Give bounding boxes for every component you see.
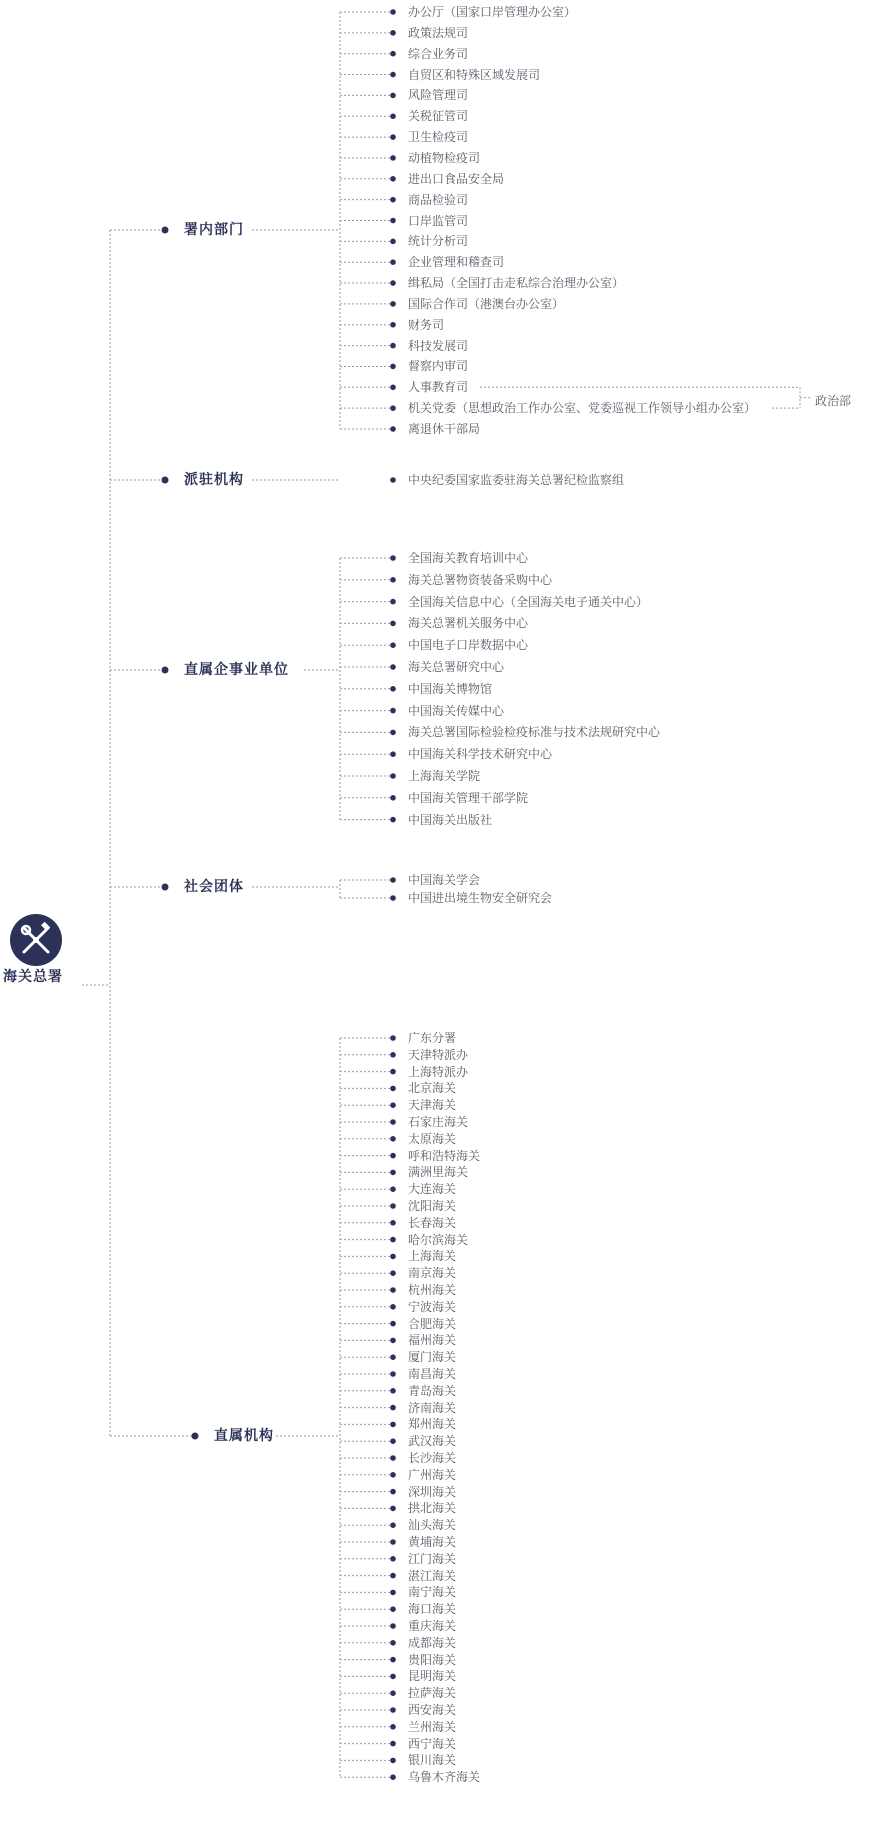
item-dot	[390, 30, 396, 36]
list-item: 全国海关教育培训中心	[408, 551, 529, 565]
list-item: 乌鲁木齐海关	[408, 1770, 481, 1785]
item-dot	[390, 1388, 396, 1394]
list-item: 中央纪委国家监委驻海关总署纪检监察组	[408, 473, 625, 487]
list-item: 上海海关学院	[408, 769, 481, 783]
list-item: 天津海关	[408, 1098, 457, 1113]
category-label-dispatched: 派驻机构	[184, 472, 244, 488]
item-dot	[390, 239, 396, 245]
item-dot	[390, 1102, 396, 1108]
item-dot	[390, 259, 396, 265]
item-dot	[390, 1674, 396, 1680]
item-dot	[390, 1203, 396, 1209]
list-item: 兰州海关	[408, 1719, 457, 1734]
list-item: 动植物检疫司	[408, 150, 481, 165]
list-item: 中国海关科学技术研究中心	[408, 747, 553, 762]
item-dot	[390, 1590, 396, 1596]
list-item: 深圳海关	[408, 1484, 457, 1499]
list-item: 综合业务司	[408, 46, 469, 61]
item-dot	[390, 477, 396, 483]
item-dot	[390, 1422, 396, 1428]
item-dot	[390, 1405, 396, 1411]
item-dot	[390, 1724, 396, 1730]
list-item: 进出口食品安全局	[408, 171, 505, 186]
item-dot	[390, 1623, 396, 1629]
list-item: 天津特派办	[408, 1047, 469, 1062]
item-dot	[390, 1758, 396, 1764]
list-item: 汕头海关	[408, 1518, 457, 1533]
category-dot	[162, 477, 169, 484]
list-item: 太原海关	[408, 1131, 457, 1146]
item-dot	[390, 1304, 396, 1310]
list-item: 缉私局（全国打击走私综合治理办公室）	[408, 276, 625, 291]
category-label-internal: 署内部门	[184, 222, 244, 238]
item-dot	[390, 1741, 396, 1747]
list-item: 企业管理和稽查司	[408, 255, 505, 270]
item-dot	[390, 1657, 396, 1663]
list-item: 江门海关	[408, 1551, 457, 1566]
item-dot	[390, 218, 396, 224]
list-item: 自贸区和特殊区域发展司	[408, 67, 541, 82]
list-item: 中国电子口岸数据中心	[408, 638, 529, 653]
item-dot	[390, 405, 396, 411]
list-item: 黄埔海关	[408, 1535, 457, 1549]
item-dot	[390, 385, 396, 391]
item-dot	[390, 1371, 396, 1377]
list-item: 科技发展司	[408, 338, 469, 353]
side-group-label: 政治部	[815, 394, 852, 408]
item-dot	[390, 555, 396, 561]
customs-emblem-icon	[9, 913, 63, 967]
list-item: 南昌海关	[408, 1367, 457, 1381]
list-item: 成都海关	[408, 1635, 457, 1650]
list-item: 长沙海关	[408, 1451, 457, 1465]
item-dot	[390, 1153, 396, 1159]
item-dot	[390, 1556, 396, 1562]
list-item: 中国海关学会	[408, 873, 481, 887]
item-dot	[390, 1506, 396, 1512]
list-item: 海关总署研究中心	[408, 660, 505, 674]
list-item: 厦门海关	[408, 1350, 457, 1365]
item-dot	[390, 1237, 396, 1243]
list-item: 福州海关	[408, 1333, 457, 1348]
item-dot	[390, 1254, 396, 1260]
item-dot	[390, 1438, 396, 1444]
list-item: 贵阳海关	[408, 1652, 457, 1667]
list-item: 中国海关博物馆	[408, 681, 493, 696]
list-item: 财务司	[408, 317, 445, 332]
list-item: 海关总署国际检验检疫标准与技术法规研究中心	[408, 725, 661, 740]
list-item: 广东分署	[408, 1031, 457, 1045]
list-item: 郑州海关	[408, 1417, 457, 1432]
list-item: 海关总署物资装备采购中心	[408, 572, 553, 587]
item-dot	[390, 280, 396, 286]
list-item: 卫生检疫司	[408, 130, 469, 145]
list-item: 统计分析司	[408, 234, 469, 249]
root-label: 海关总署	[3, 969, 63, 985]
item-dot	[390, 155, 396, 161]
list-item: 关税征管司	[408, 109, 469, 124]
list-item: 拉萨海关	[408, 1686, 457, 1701]
category-dot	[162, 227, 169, 234]
item-dot	[390, 642, 396, 648]
item-dot	[390, 621, 396, 627]
list-item: 督察内审司	[408, 359, 469, 374]
list-item: 人事教育司	[408, 380, 469, 395]
list-item: 海关总署机关服务中心	[408, 616, 529, 631]
item-dot	[390, 1035, 396, 1041]
item-dot	[390, 708, 396, 714]
list-item: 石家庄海关	[408, 1115, 469, 1129]
item-dot	[390, 176, 396, 182]
item-dot	[390, 795, 396, 801]
category-dot	[162, 667, 169, 674]
item-dot	[390, 72, 396, 78]
item-dot	[390, 1287, 396, 1293]
item-dot	[390, 1640, 396, 1646]
list-item: 青岛海关	[408, 1383, 457, 1398]
list-item: 北京海关	[408, 1081, 457, 1096]
list-item: 商品检验司	[408, 192, 469, 207]
item-dot	[390, 577, 396, 583]
item-dot	[390, 134, 396, 140]
list-item: 上海特派办	[408, 1064, 469, 1079]
item-dot	[390, 877, 396, 883]
list-item: 广州海关	[408, 1467, 457, 1482]
list-item: 沈阳海关	[408, 1199, 457, 1213]
item-dot	[390, 1539, 396, 1545]
item-dot	[390, 426, 396, 432]
item-dot	[390, 895, 396, 901]
item-dot	[390, 773, 396, 779]
list-item: 昆明海关	[408, 1669, 457, 1684]
item-dot	[390, 93, 396, 99]
item-dot	[390, 51, 396, 57]
list-item: 西宁海关	[408, 1736, 457, 1751]
list-item: 拱北海关	[408, 1501, 457, 1516]
item-dot	[390, 1069, 396, 1075]
item-dot	[390, 1321, 396, 1327]
item-dot	[390, 599, 396, 605]
item-dot	[390, 1606, 396, 1612]
list-item: 中国海关传媒中心	[408, 703, 505, 718]
item-dot	[390, 1270, 396, 1276]
list-item: 宁波海关	[408, 1299, 457, 1314]
item-dot	[390, 1573, 396, 1579]
list-item: 办公厅（国家口岸管理办公室）	[408, 5, 577, 19]
item-dot	[390, 1186, 396, 1192]
list-item: 哈尔滨海关	[408, 1232, 469, 1247]
list-item: 中国海关出版社	[408, 812, 493, 827]
list-item: 中国海关管理干部学院	[408, 790, 529, 805]
item-dot	[390, 751, 396, 757]
list-item: 长春海关	[408, 1215, 457, 1230]
list-item: 国际合作司（港澳台办公室）	[408, 296, 565, 311]
list-item: 风险管理司	[408, 88, 469, 103]
list-item: 满洲里海关	[408, 1165, 469, 1180]
list-item: 武汉海关	[408, 1434, 457, 1449]
item-dot	[390, 113, 396, 119]
item-dot	[390, 1489, 396, 1495]
list-item: 南京海关	[408, 1266, 457, 1281]
item-dot	[390, 1136, 396, 1142]
list-item: 济南海关	[408, 1400, 457, 1415]
item-dot	[390, 9, 396, 15]
list-item: 西安海关	[408, 1703, 457, 1717]
list-item: 机关党委（思想政治工作办公室、党委巡视工作领导小组办公室）	[408, 401, 757, 416]
category-label-direct: 直属机构	[214, 1428, 274, 1444]
item-dot	[390, 664, 396, 670]
item-dot	[390, 343, 396, 349]
item-dot	[390, 364, 396, 370]
item-dot	[390, 1338, 396, 1344]
item-dot	[390, 1170, 396, 1176]
item-dot	[390, 1354, 396, 1360]
item-dot	[390, 301, 396, 307]
list-item: 大连海关	[408, 1182, 457, 1197]
item-dot	[390, 322, 396, 328]
item-dot	[390, 1119, 396, 1125]
list-item: 合肥海关	[408, 1316, 457, 1331]
item-dot	[390, 1086, 396, 1092]
item-dot	[390, 1455, 396, 1461]
list-item: 政策法规司	[408, 25, 469, 40]
category-label-associations: 社会团体	[184, 879, 244, 895]
list-item: 中国进出境生物安全研究会	[408, 891, 553, 905]
list-item: 上海海关	[408, 1249, 457, 1264]
list-item: 湛江海关	[408, 1568, 457, 1583]
item-dot	[390, 1707, 396, 1713]
item-dot	[390, 1472, 396, 1478]
list-item: 口岸监管司	[408, 213, 469, 228]
list-item: 重庆海关	[408, 1619, 457, 1633]
item-dot	[390, 1220, 396, 1226]
category-dot	[162, 884, 169, 891]
item-dot	[390, 1690, 396, 1696]
list-item: 呼和浩特海关	[408, 1148, 481, 1163]
list-item: 离退休干部局	[408, 422, 481, 436]
item-dot	[390, 730, 396, 736]
item-dot	[390, 817, 396, 823]
list-item: 全国海关信息中心（全国海关电子通关中心）	[408, 594, 649, 609]
item-dot	[390, 1052, 396, 1058]
list-item: 杭州海关	[408, 1283, 457, 1297]
item-dot	[390, 1522, 396, 1528]
item-dot	[390, 686, 396, 692]
list-item: 南宁海关	[408, 1585, 457, 1600]
category-label-enterprises: 直属企事业单位	[184, 662, 289, 678]
list-item: 银川海关	[408, 1753, 457, 1768]
item-dot	[390, 1774, 396, 1780]
item-dot	[390, 197, 396, 203]
category-dot	[192, 1433, 199, 1440]
list-item: 海口海关	[408, 1602, 457, 1617]
